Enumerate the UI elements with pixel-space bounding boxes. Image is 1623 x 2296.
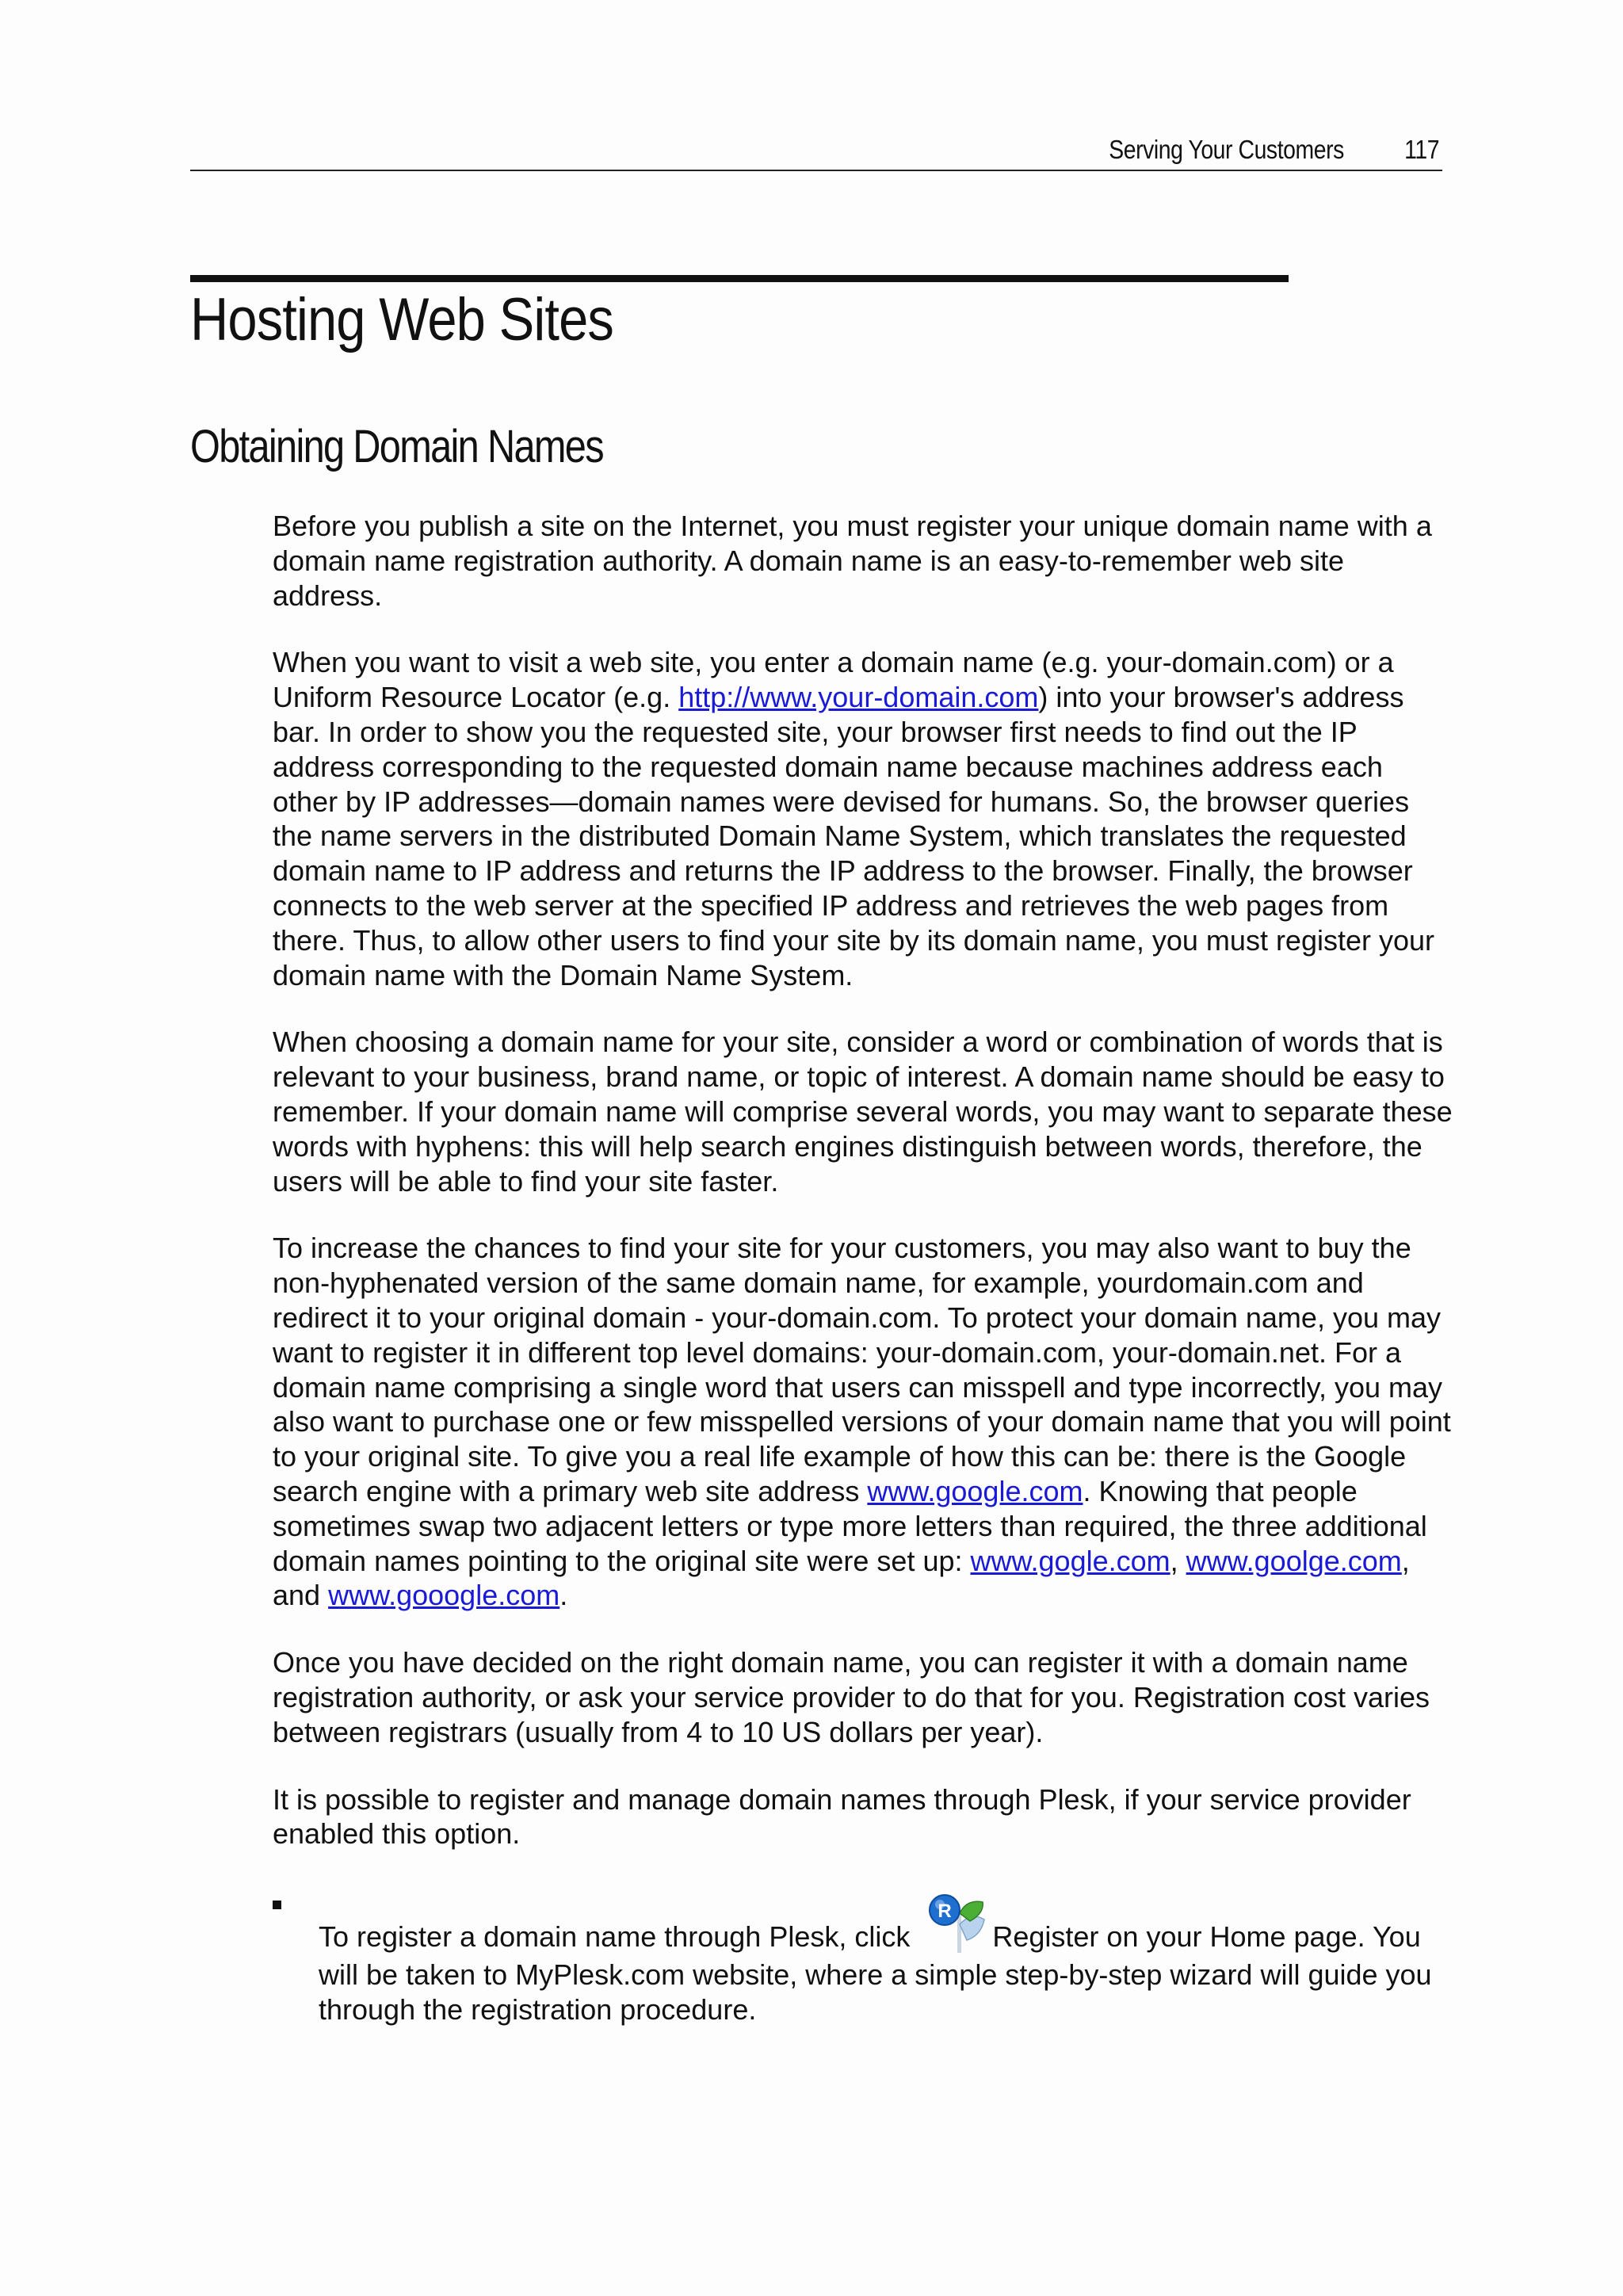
paragraph-misspell [273,1231,1453,1613]
text-run: , and [273,1544,1410,1612]
text-run: . Knowing that people sometimes swap two adjacent letters or type more letters than required, the three additional domain names pointing to the original site were set up: [273,1474,1427,1577]
link-gooogle[interactable]: www.gooogle.com [328,1579,560,1612]
register-label[interactable]: Register [992,1920,1099,1954]
list-item [273,1889,1453,2027]
link-your-domain[interactable]: http://www.your-domain.com [678,681,1039,714]
text-run: ) into your browser's address bar. In order to show you the requested site, your browser first needs to find out the IP address corresponding to the requested domain name because machines address each other by IP addresses—domain names were devised for humans. So, the browser queries the name servers in the distributed Domain Name System, which translates the requested domain name to IP address and returns the IP address to the browser. Finally, the browser connects to the web server at the specified IP address and retrieves the web pages from there. Thus, to allow other users to find your site by its domain name, you must register your domain name with the Domain Name System. [273,681,1435,991]
text-run: . [559,1579,568,1612]
paragraph-plesk: It is possible to register and manage domain names through Plesk, if your service provider enabled this option. [273,1782,1411,1851]
paragraph-choosing: When choosing a domain name for your site, consider a word or combination of words that is relevant to your business, brand name, or topic of interest. A domain name should be easy to remember. If your domain name will comprise several words, you may want to separate these words with hyphens: this will help search engines distinguish between words, therefore, the users will be able to find your site faster. [273,1026,1453,1198]
paragraph-url [273,645,1453,992]
text-run: To increase the chances to find your site for your customers, you may also want to buy the non-hyphenated version of the same domain name, for example, yourdomain.com and redirect it to your original domain - your-domain.com. To protect your domain name, you may want to register it in different top level domains: your-domain.com, your-domain.net. For a domain name comprising a single word that users can misspell and type incorrectly, you may also want to purchase one or few misspelled versions of your domain name that you will point to your original site. To give you a real life example of how this can be: there is the Google search engine with a primary web site address [273,1232,1451,1507]
chapter-title: Hosting Web Sites [190,286,613,353]
running-header [190,133,1442,171]
svg-text:R: R [938,1901,953,1923]
text-run: on your Home page. You will be taken to MyPlesk.com website, where a simple step-by-step wizard will guide you through the registration procedure. [319,1920,1432,2026]
bullet-marker [273,1901,281,1909]
text-run: To register a domain name through Plesk, click [319,1920,918,1954]
header-section-title: Serving Your Customers [1109,135,1344,164]
register-domain-icon[interactable] [921,1889,989,1958]
paragraph-register: Once you have decided on the right domain name, you can register it with a domain name registration authority, or ask your service provider to do that for you. Registration cost varies between registrars (usually from 4 to 10 US dollars per year). [273,1646,1430,1748]
link-goolge[interactable]: www.goolge.com [1186,1544,1402,1577]
paragraph-intro: Before you publish a site on the Internet, you must register your unique domain name with a domain name registration authority. A domain name is an easy-to-remember web site address. [273,510,1432,612]
section-title: Obtaining Domain Names [190,421,603,472]
page-number: 117 [1404,135,1439,164]
body-text [273,509,1453,2027]
text-run: When you want to visit a web site, you enter a domain name (e.g. your-domain.com) or a Uniform Resource Locator (e.g. [273,646,1394,714]
text-run: , [1170,1544,1186,1577]
chapter-rule [190,275,1289,282]
link-gogle[interactable]: www.gogle.com [970,1544,1170,1577]
link-google[interactable]: www.google.com [867,1474,1083,1507]
